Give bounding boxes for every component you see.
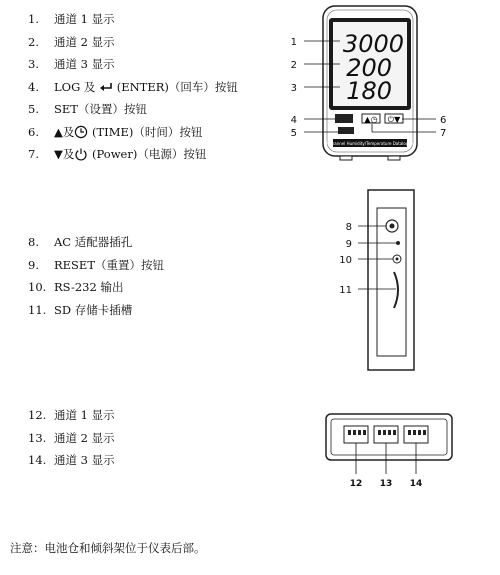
callout-10: 10 <box>339 255 352 266</box>
device-bottom-view <box>326 414 452 489</box>
lcd-channel-2: 200 <box>346 54 392 82</box>
callout-12: 12 <box>349 479 363 489</box>
device-front-view <box>291 6 447 160</box>
connector-channel-1 <box>344 426 368 443</box>
legend-item-11: 11. SD 存储卡插槽 <box>28 302 133 317</box>
lcd-channel-3: 180 <box>346 77 392 105</box>
connector-channel-2 <box>374 426 398 443</box>
lcd-channel-1: 3000 <box>342 30 404 58</box>
device-side-view <box>339 190 414 370</box>
device-side-body <box>368 190 414 370</box>
legend-item-14: 14. 通道 3 显示 <box>28 453 115 467</box>
legend-item-5: 5. SET（设置）按钮 <box>28 102 147 116</box>
callout-9: 9 <box>345 239 352 250</box>
legend-item-12: 12. 通道 1 显示 <box>28 408 115 422</box>
callout-5: 5 <box>290 128 297 139</box>
callout-2: 2 <box>290 60 297 71</box>
legend-item-3: 3. 通道 3 显示 <box>28 57 115 71</box>
model-label: 3-Channel Humidity/Temperature Datalogger <box>324 141 416 146</box>
set-button[interactable] <box>338 127 354 134</box>
legend-item-8: 8. AC 适配器插孔 <box>28 235 133 249</box>
legend-item-10: 10. RS-232 输出 <box>28 280 124 294</box>
up-triangle-icon: ▲◷ <box>364 115 378 124</box>
legend-item-7: 7. ▼及 (Power)（电源）按钮 <box>28 147 207 161</box>
callout-8: 8 <box>345 222 352 233</box>
connector-channel-3 <box>404 426 428 443</box>
callout-6: 6 <box>440 115 447 126</box>
callout-14: 14 <box>409 479 423 489</box>
callout-13: 13 <box>379 479 393 489</box>
callout-3: 3 <box>290 83 297 94</box>
legend-item-13: 13. 通道 2 显示 <box>28 430 115 445</box>
log-enter-button[interactable] <box>335 114 353 123</box>
note-text: 注意：电池仓和倾斜架位于仪表后部。 <box>10 541 206 555</box>
callout-7: 7 <box>440 128 447 139</box>
legend-item-6: 6. ▲及 (TIME)（时间）按钮 <box>28 124 203 139</box>
legend-item-2: 2. 通道 2 显示 <box>28 34 115 49</box>
callout-4: 4 <box>290 115 297 126</box>
callout-11: 11 <box>339 285 352 296</box>
down-triangle-icon: ⏻▼ <box>387 115 401 124</box>
callout-1: 1 <box>290 37 297 48</box>
reset-button[interactable] <box>396 241 400 245</box>
legend-item-4: 4. LOG 及 (ENTER)（回车）按钮 <box>28 79 238 94</box>
legend-item-1: 1. 通道 1 显示 <box>28 12 115 26</box>
legend-item-9: 9. RESET（重置）按钮 <box>28 257 164 272</box>
